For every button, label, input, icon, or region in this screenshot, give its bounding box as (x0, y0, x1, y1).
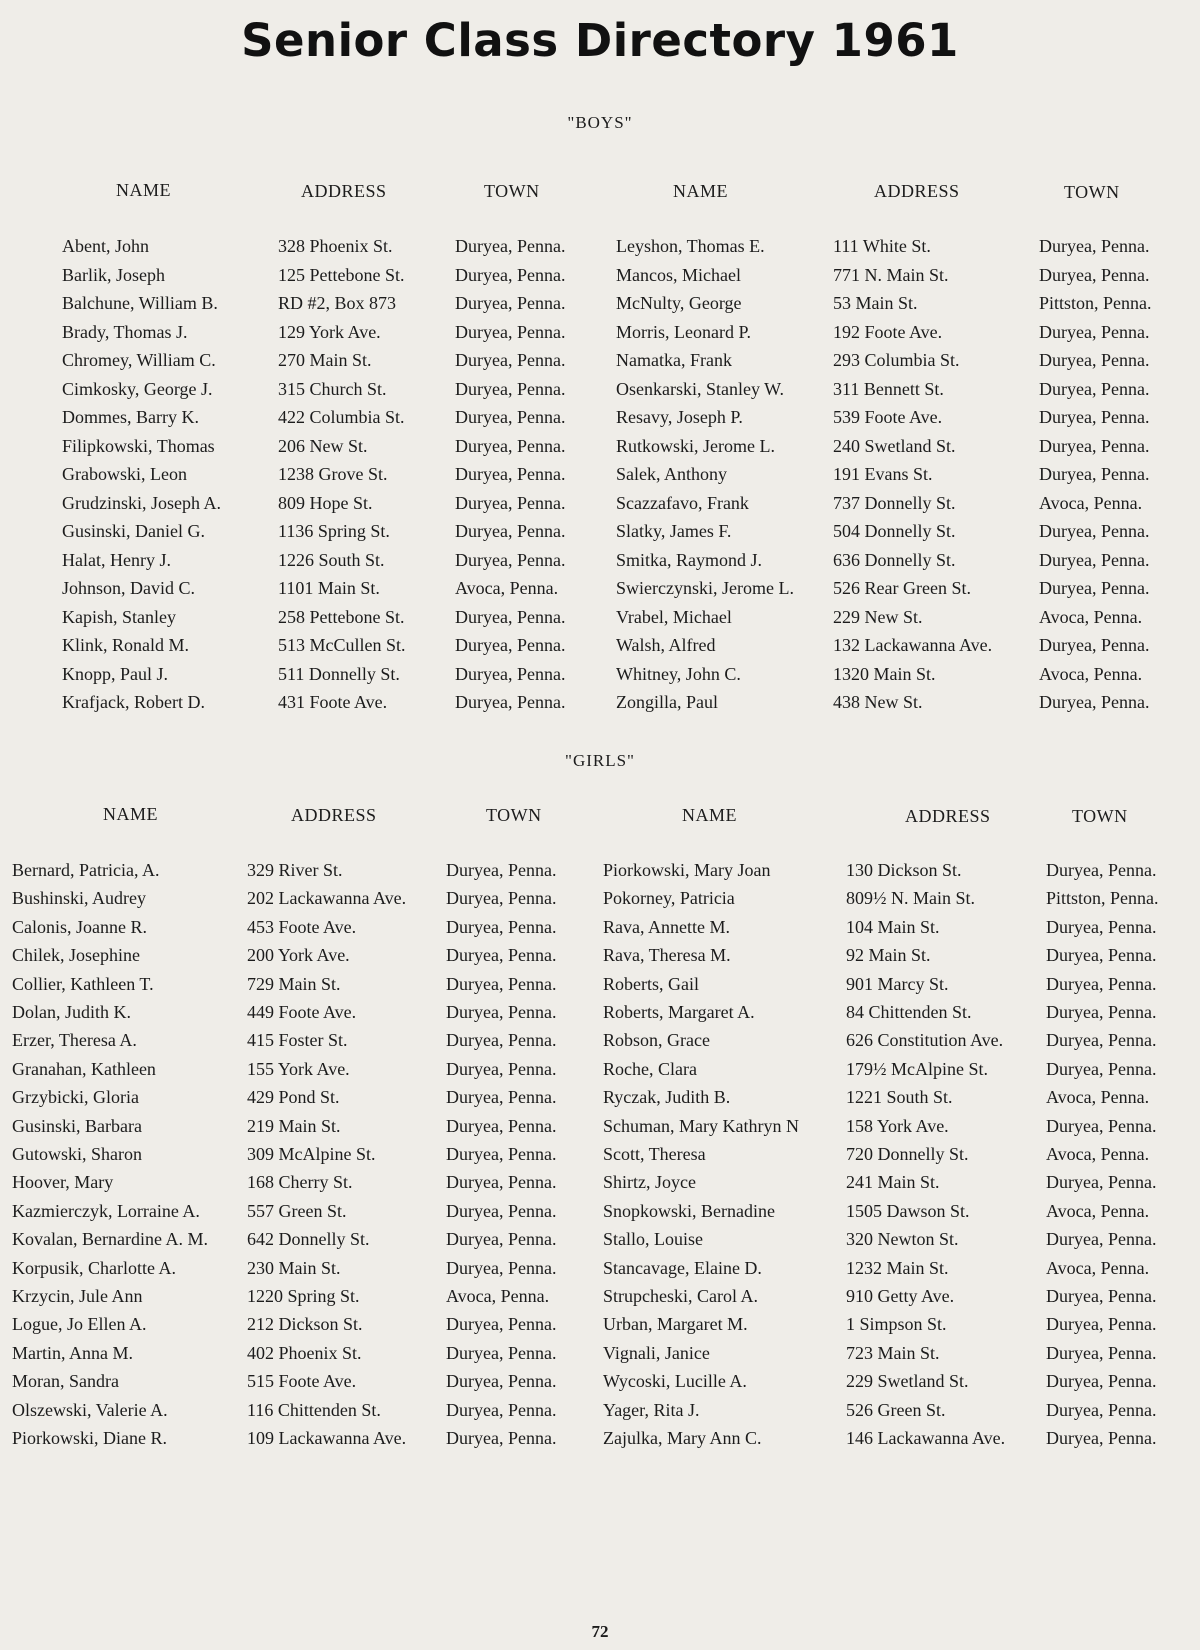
boys-cell-name-2: Rutkowski, Jerome L. (616, 435, 775, 456)
boys-cell-name-1: Johnson, David C. (62, 578, 196, 598)
girls-cell-name-1: Gutowski, Sharon (12, 1144, 142, 1164)
boys-cell-address-1: 1226 South St. (278, 549, 385, 570)
girls-cell-name-1: Gusinski, Barbara (12, 1115, 142, 1136)
boys-cell-address-2: 111 White St. (833, 236, 931, 256)
boys-table-row (0, 549, 1200, 577)
boys-header-name-1: NAME (116, 180, 171, 200)
girls-cell-address-1: 155 York Ave. (247, 1058, 350, 1079)
boys-cell-town-2: Pittston, Penna. (1039, 293, 1152, 313)
boys-cell-address-1: RD #2, Box 873 (278, 293, 397, 313)
boys-cell-address-2: 526 Rear Green St. (833, 578, 971, 598)
girls-cell-address-1: 212 Dickson St. (247, 1314, 363, 1335)
girls-cell-address-2: 526 Green St. (846, 1399, 946, 1420)
girls-cell-town-1: Duryea, Penna. (446, 1257, 557, 1278)
girls-cell-town-2: Duryea, Penna. (1046, 1428, 1157, 1448)
girls-cell-address-1: 116 Chittenden St. (247, 1399, 381, 1420)
girls-cell-address-2: 104 Main St. (846, 916, 940, 937)
boys-cell-name-1: Gusinski, Daniel G. (62, 521, 205, 541)
boys-cell-address-2: 191 Evans St. (833, 464, 933, 484)
boys-table-row (0, 577, 1200, 605)
girls-cell-address-2: 720 Donnelly St. (846, 1144, 969, 1164)
boys-cell-town-1: Duryea, Penna. (455, 293, 566, 313)
boys-cell-address-1: 422 Columbia St. (278, 407, 405, 427)
boys-cell-name-2: Mancos, Michael (616, 264, 741, 285)
boys-table-row (0, 349, 1200, 377)
boys-cell-town-2: Duryea, Penna. (1039, 236, 1150, 256)
girls-cell-town-2: Duryea, Penna. (1046, 1172, 1157, 1193)
girls-table-row (0, 1313, 1200, 1341)
boys-cell-name-1: Dommes, Barry K. (62, 407, 199, 427)
girls-cell-town-2: Duryea, Penna. (1046, 945, 1157, 966)
girls-cell-name-2: Roberts, Margaret A. (603, 1002, 755, 1022)
girls-cell-name-1: Martin, Anna M. (12, 1342, 133, 1363)
boys-cell-town-2: Duryea, Penna. (1039, 464, 1150, 484)
girls-cell-address-1: 202 Lackawanna Ave. (247, 888, 407, 909)
boys-cell-town-1: Duryea, Penna. (455, 236, 566, 256)
boys-cell-name-2: Slatky, James F. (616, 521, 732, 541)
girls-cell-address-1: 200 York Ave. (247, 945, 350, 966)
girls-cell-address-2: 1232 Main St. (846, 1257, 949, 1278)
girls-cell-name-1: Collier, Kathleen T. (12, 973, 154, 994)
girls-cell-address-2: 130 Dickson St. (846, 860, 962, 880)
boys-cell-town-2: Duryea, Penna. (1039, 435, 1150, 456)
boys-cell-name-1: Balchune, William B. (62, 293, 218, 313)
girls-cell-address-2: 626 Constitution Ave. (846, 1030, 1004, 1051)
boys-cell-address-1: 206 New St. (278, 435, 368, 456)
girls-cell-name-1: Grzybicki, Gloria (12, 1087, 139, 1108)
girls-cell-town-2: Duryea, Penna. (1046, 1399, 1157, 1420)
girls-table-row (0, 1200, 1200, 1228)
girls-cell-address-1: 168 Cherry St. (247, 1172, 353, 1193)
boys-cell-town-1: Duryea, Penna. (455, 549, 566, 570)
boys-cell-address-2: 293 Columbia St. (833, 350, 960, 370)
girls-table-row (0, 1228, 1200, 1256)
girls-cell-town-1: Duryea, Penna. (446, 973, 557, 994)
girls-cell-name-1: Hoover, Mary (12, 1172, 114, 1193)
girls-cell-town-2: Duryea, Penna. (1046, 1115, 1157, 1136)
boys-cell-town-2: Duryea, Penna. (1039, 635, 1150, 655)
boys-table-row (0, 634, 1200, 662)
girls-cell-town-2: Duryea, Penna. (1046, 916, 1157, 937)
girls-cell-address-1: 219 Main St. (247, 1115, 341, 1136)
boys-table-row (0, 378, 1200, 406)
boys-table-row (0, 492, 1200, 520)
girls-table-row (0, 1370, 1200, 1398)
boys-cell-name-2: Smitka, Raymond J. (616, 549, 763, 570)
girls-table-row (0, 1029, 1200, 1057)
girls-cell-name-2: Piorkowski, Mary Joan (603, 860, 771, 880)
boys-header-address-2: ADDRESS (874, 181, 960, 201)
girls-cell-address-2: 229 Swetland St. (846, 1371, 969, 1392)
girls-cell-town-1: Duryea, Penna. (446, 1172, 557, 1193)
girls-cell-address-2: 84 Chittenden St. (846, 1002, 972, 1022)
girls-cell-town-1: Duryea, Penna. (446, 1058, 557, 1079)
girls-cell-address-2: 1505 Dawson St. (846, 1200, 970, 1221)
girls-cell-name-1: Granahan, Kathleen (12, 1058, 156, 1079)
girls-table-row (0, 1257, 1200, 1285)
girls-cell-town-2: Avoca, Penna. (1046, 1144, 1150, 1164)
boys-cell-town-2: Duryea, Penna. (1039, 578, 1150, 598)
boys-cell-address-2: 636 Donnelly St. (833, 549, 956, 570)
girls-cell-town-1: Duryea, Penna. (446, 1030, 557, 1051)
girls-cell-address-1: 109 Lackawanna Ave. (247, 1428, 407, 1448)
boys-cell-address-1: 125 Pettebone St. (278, 264, 405, 285)
girls-cell-town-2: Avoca, Penna. (1046, 1257, 1150, 1278)
girls-header-town-2: TOWN (1072, 806, 1128, 826)
girls-cell-address-2: 901 Marcy St. (846, 973, 949, 994)
boys-cell-name-1: Barlik, Joseph (62, 264, 165, 285)
boys-cell-town-1: Duryea, Penna. (455, 264, 566, 285)
boys-cell-town-1: Avoca, Penna. (455, 578, 559, 598)
girls-cell-name-2: Scott, Theresa (603, 1144, 706, 1164)
girls-cell-address-1: 402 Phoenix St. (247, 1342, 362, 1363)
girls-cell-town-2: Duryea, Penna. (1046, 1314, 1157, 1335)
girls-cell-name-1: Kovalan, Bernardine A. M. (12, 1229, 208, 1250)
boys-header-name-2: NAME (673, 181, 728, 201)
boys-cell-address-1: 809 Hope St. (278, 492, 373, 513)
girls-cell-address-1: 453 Foote Ave. (247, 916, 357, 937)
boys-cell-town-2: Duryea, Penna. (1039, 321, 1150, 342)
girls-cell-name-2: Pokorney, Patricia (603, 888, 735, 909)
girls-cell-name-2: Snopkowski, Bernadine (603, 1200, 775, 1221)
girls-cell-town-1: Duryea, Penna. (446, 1399, 557, 1420)
girls-cell-town-1: Duryea, Penna. (446, 1200, 557, 1221)
girls-cell-address-2: 809½ N. Main St. (846, 888, 976, 909)
girls-cell-name-1: Chilek, Josephine (12, 945, 140, 966)
boys-cell-town-2: Avoca, Penna. (1039, 606, 1143, 627)
boys-cell-name-1: Halat, Henry J. (62, 549, 171, 570)
girls-header-town-1: TOWN (486, 805, 542, 825)
girls-cell-name-1: Bushinski, Audrey (12, 888, 147, 909)
girls-cell-town-2: Avoca, Penna. (1046, 1087, 1150, 1108)
girls-cell-name-1: Bernard, Patricia, A. (12, 860, 160, 880)
boys-table-row (0, 606, 1200, 634)
girls-cell-name-1: Krzycin, Jule Ann (12, 1286, 143, 1306)
girls-cell-name-2: Vignali, Janice (603, 1342, 710, 1363)
boys-cell-town-2: Duryea, Penna. (1039, 264, 1150, 285)
girls-cell-name-1: Calonis, Joanne R. (12, 916, 147, 937)
girls-table-row (0, 916, 1200, 944)
girls-cell-address-2: 910 Getty Ave. (846, 1286, 955, 1306)
boys-cell-name-2: Whitney, John C. (616, 663, 741, 684)
girls-cell-address-1: 329 River St. (247, 860, 343, 880)
boys-cell-name-1: Knopp, Paul J. (62, 663, 169, 684)
boys-cell-address-1: 1136 Spring St. (278, 521, 390, 541)
boys-cell-address-2: 771 N. Main St. (833, 264, 949, 285)
boys-table-row (0, 520, 1200, 548)
girls-cell-town-2: Duryea, Penna. (1046, 1229, 1157, 1250)
girls-cell-address-1: 230 Main St. (247, 1257, 341, 1278)
girls-cell-address-1: 515 Foote Ave. (247, 1371, 357, 1392)
boys-cell-town-1: Duryea, Penna. (455, 521, 566, 541)
boys-cell-town-1: Duryea, Penna. (455, 663, 566, 684)
girls-cell-address-2: 179½ McAlpine St. (846, 1058, 988, 1079)
girls-cell-address-2: 1221 South St. (846, 1087, 953, 1108)
boys-table-row (0, 235, 1200, 263)
boys-table-row (0, 691, 1200, 719)
girls-cell-town-2: Duryea, Penna. (1046, 1342, 1157, 1363)
girls-cell-town-1: Duryea, Penna. (446, 1144, 557, 1164)
boys-table-row (0, 435, 1200, 463)
boys-cell-name-2: McNulty, George (616, 293, 742, 313)
boys-table-row (0, 321, 1200, 349)
girls-cell-name-2: Urban, Margaret M. (603, 1314, 748, 1335)
girls-table-row (0, 1086, 1200, 1114)
boys-cell-address-1: 328 Phoenix St. (278, 236, 393, 256)
boys-table-row (0, 406, 1200, 434)
girls-cell-name-2: Shirtz, Joyce (603, 1172, 696, 1193)
boys-cell-address-2: 504 Donnelly St. (833, 521, 956, 541)
girls-cell-address-1: 729 Main St. (247, 973, 341, 994)
girls-cell-town-2: Duryea, Penna. (1046, 1030, 1157, 1051)
girls-cell-town-1: Duryea, Penna. (446, 1371, 557, 1392)
girls-header-name-2: NAME (682, 805, 737, 825)
boys-cell-address-2: 192 Foote Ave. (833, 321, 943, 342)
girls-cell-name-1: Kazmierczyk, Lorraine A. (12, 1200, 200, 1221)
boys-section-title: "BOYS" (567, 113, 633, 132)
girls-header-address-2: ADDRESS (905, 806, 991, 826)
boys-cell-address-1: 431 Foote Ave. (278, 692, 388, 712)
girls-cell-town-1: Duryea, Penna. (446, 945, 557, 966)
boys-cell-address-2: 737 Donnelly St. (833, 492, 956, 513)
boys-cell-name-1: Krafjack, Robert D. (62, 692, 205, 712)
girls-cell-name-1: Korpusik, Charlotte A. (12, 1257, 176, 1278)
girls-header-address-1: ADDRESS (291, 805, 377, 825)
girls-cell-town-2: Duryea, Penna. (1046, 1058, 1157, 1079)
boys-cell-address-1: 270 Main St. (278, 350, 372, 370)
girls-cell-address-1: 309 McAlpine St. (247, 1144, 376, 1164)
girls-table-row (0, 1171, 1200, 1199)
girls-cell-town-2: Duryea, Penna. (1046, 1286, 1157, 1306)
girls-cell-town-2: Duryea, Penna. (1046, 1371, 1157, 1392)
boys-table-row (0, 463, 1200, 491)
girls-section-title: "GIRLS" (565, 751, 635, 770)
boys-cell-town-1: Duryea, Penna. (455, 635, 566, 655)
girls-cell-address-2: 320 Newton St. (846, 1229, 959, 1250)
boys-cell-name-2: Resavy, Joseph P. (616, 407, 743, 427)
page-title: Senior Class Directory 1961 (241, 14, 959, 67)
boys-header-town-2: TOWN (1064, 182, 1120, 202)
girls-cell-name-2: Yager, Rita J. (603, 1399, 700, 1420)
boys-cell-name-2: Vrabel, Michael (616, 606, 732, 627)
boys-cell-name-2: Leyshon, Thomas E. (616, 236, 765, 256)
girls-cell-town-1: Duryea, Penna. (446, 916, 557, 937)
boys-cell-address-2: 132 Lackawanna Ave. (833, 635, 993, 655)
boys-cell-name-2: Morris, Leonard P. (616, 321, 751, 342)
girls-cell-name-1: Erzer, Theresa A. (12, 1030, 137, 1051)
girls-cell-town-2: Duryea, Penna. (1046, 973, 1157, 994)
boys-cell-address-2: 240 Swetland St. (833, 435, 956, 456)
boys-cell-town-2: Duryea, Penna. (1039, 692, 1150, 712)
girls-table-row (0, 1342, 1200, 1370)
boys-cell-town-1: Duryea, Penna. (455, 692, 566, 712)
girls-cell-name-2: Robson, Grace (603, 1030, 710, 1051)
girls-table-row (0, 1001, 1200, 1029)
boys-cell-address-1: 513 McCullen St. (278, 635, 406, 655)
boys-cell-name-2: Zongilla, Paul (616, 692, 718, 712)
girls-table-row (0, 973, 1200, 1001)
girls-cell-name-2: Strupcheski, Carol A. (603, 1286, 758, 1306)
boys-cell-name-2: Scazzafavo, Frank (616, 492, 749, 513)
girls-cell-name-2: Stancavage, Elaine D. (603, 1257, 762, 1278)
boys-cell-town-2: Avoca, Penna. (1039, 663, 1143, 684)
boys-cell-town-1: Duryea, Penna. (455, 492, 566, 513)
girls-table-row (0, 887, 1200, 915)
boys-cell-name-1: Cimkosky, George J. (62, 378, 213, 399)
boys-cell-name-1: Kapish, Stanley (62, 606, 176, 627)
girls-table-row (0, 944, 1200, 972)
girls-cell-name-2: Schuman, Mary Kathryn N (603, 1115, 799, 1136)
boys-cell-town-2: Avoca, Penna. (1039, 492, 1143, 513)
boys-cell-town-1: Duryea, Penna. (455, 407, 566, 427)
girls-cell-name-1: Logue, Jo Ellen A. (12, 1314, 147, 1335)
boys-cell-name-2: Salek, Anthony (616, 464, 727, 484)
girls-cell-name-2: Wycoski, Lucille A. (603, 1371, 747, 1392)
boys-cell-address-2: 311 Bennett St. (833, 378, 944, 399)
girls-cell-name-1: Moran, Sandra (12, 1371, 119, 1392)
boys-cell-town-1: Duryea, Penna. (455, 321, 566, 342)
boys-table-row (0, 663, 1200, 691)
girls-cell-address-1: 429 Pond St. (247, 1087, 340, 1108)
girls-cell-name-1: Piorkowski, Diane R. (12, 1428, 167, 1448)
boys-cell-town-1: Duryea, Penna. (455, 464, 566, 484)
girls-cell-address-1: 415 Foster St. (247, 1030, 348, 1051)
girls-cell-town-2: Avoca, Penna. (1046, 1200, 1150, 1221)
boys-cell-town-2: Duryea, Penna. (1039, 407, 1150, 427)
girls-cell-town-1: Duryea, Penna. (446, 1115, 557, 1136)
girls-cell-address-2: 723 Main St. (846, 1342, 940, 1363)
boys-header-address-1: ADDRESS (301, 181, 387, 201)
girls-cell-name-1: Dolan, Judith K. (12, 1002, 131, 1022)
boys-cell-name-2: Namatka, Frank (616, 350, 732, 370)
girls-cell-town-1: Duryea, Penna. (446, 1428, 557, 1448)
girls-cell-town-1: Duryea, Penna. (446, 888, 557, 909)
boys-cell-name-1: Brady, Thomas J. (62, 321, 188, 342)
boys-cell-town-2: Duryea, Penna. (1039, 521, 1150, 541)
girls-cell-name-2: Ryczak, Judith B. (603, 1087, 731, 1108)
boys-cell-town-1: Duryea, Penna. (455, 378, 566, 399)
girls-cell-name-2: Rava, Annette M. (603, 916, 730, 937)
girls-header-name-1: NAME (103, 804, 158, 824)
boys-cell-town-1: Duryea, Penna. (455, 350, 566, 370)
girls-cell-name-1: Olszewski, Valerie A. (12, 1399, 168, 1420)
girls-cell-town-1: Avoca, Penna. (446, 1286, 550, 1306)
boys-cell-address-2: 1320 Main St. (833, 663, 936, 684)
girls-table-row (0, 1285, 1200, 1313)
boys-cell-address-1: 1238 Grove St. (278, 464, 388, 484)
girls-cell-town-2: Pittston, Penna. (1046, 888, 1159, 909)
boys-cell-address-1: 258 Pettebone St. (278, 606, 405, 627)
boys-cell-address-2: 229 New St. (833, 606, 923, 627)
boys-cell-town-2: Duryea, Penna. (1039, 378, 1150, 399)
boys-cell-name-1: Grudzinski, Joseph A. (62, 492, 221, 513)
boys-cell-name-2: Osenkarski, Stanley W. (616, 378, 784, 399)
girls-cell-address-1: 557 Green St. (247, 1200, 347, 1221)
boys-cell-town-1: Duryea, Penna. (455, 606, 566, 627)
girls-cell-name-2: Roberts, Gail (603, 973, 699, 994)
girls-cell-address-2: 92 Main St. (846, 945, 931, 966)
girls-cell-address-1: 642 Donnelly St. (247, 1229, 370, 1250)
girls-cell-name-2: Rava, Theresa M. (603, 945, 731, 966)
girls-cell-town-1: Duryea, Penna. (446, 1342, 557, 1363)
boys-cell-name-1: Grabowski, Leon (62, 464, 187, 484)
girls-cell-address-1: 449 Foote Ave. (247, 1002, 357, 1022)
boys-cell-address-1: 1101 Main St. (278, 578, 380, 598)
girls-table-row (0, 1427, 1200, 1455)
page-number: 72 (591, 1622, 609, 1641)
boys-cell-address-2: 53 Main St. (833, 293, 918, 313)
girls-cell-town-1: Duryea, Penna. (446, 1314, 557, 1335)
girls-cell-town-1: Duryea, Penna. (446, 1002, 557, 1022)
girls-cell-name-2: Zajulka, Mary Ann C. (603, 1428, 762, 1448)
girls-table-row (0, 1399, 1200, 1427)
girls-cell-name-2: Roche, Clara (603, 1058, 697, 1079)
boys-cell-town-2: Duryea, Penna. (1039, 549, 1150, 570)
boys-cell-town-1: Duryea, Penna. (455, 435, 566, 456)
girls-table-row (0, 1058, 1200, 1086)
girls-cell-address-2: 1 Simpson St. (846, 1314, 947, 1335)
girls-cell-address-2: 146 Lackawanna Ave. (846, 1428, 1006, 1448)
girls-cell-town-1: Duryea, Penna. (446, 860, 557, 880)
boys-cell-name-1: Klink, Ronald M. (62, 635, 190, 655)
boys-cell-address-2: 539 Foote Ave. (833, 407, 943, 427)
boys-cell-address-2: 438 New St. (833, 692, 923, 712)
girls-cell-name-2: Stallo, Louise (603, 1229, 703, 1250)
boys-cell-name-2: Swierczynski, Jerome L. (616, 578, 794, 598)
girls-cell-address-1: 1220 Spring St. (247, 1286, 360, 1306)
girls-cell-town-2: Duryea, Penna. (1046, 860, 1157, 880)
girls-table-row (0, 1115, 1200, 1143)
girls-table-row (0, 1143, 1200, 1171)
boys-cell-address-1: 129 York Ave. (278, 321, 381, 342)
girls-cell-town-1: Duryea, Penna. (446, 1229, 557, 1250)
boys-cell-name-1: Chromey, William C. (62, 350, 216, 370)
boys-cell-name-1: Filipkowski, Thomas (62, 435, 215, 456)
girls-cell-town-2: Duryea, Penna. (1046, 1002, 1157, 1022)
boys-cell-address-1: 511 Donnelly St. (278, 663, 400, 684)
boys-cell-name-1: Abent, John (62, 236, 149, 256)
girls-cell-town-1: Duryea, Penna. (446, 1087, 557, 1108)
boys-cell-town-2: Duryea, Penna. (1039, 350, 1150, 370)
girls-cell-address-2: 158 York Ave. (846, 1115, 949, 1136)
girls-table-row (0, 859, 1200, 887)
boys-cell-name-2: Walsh, Alfred (616, 635, 716, 655)
girls-cell-address-2: 241 Main St. (846, 1172, 940, 1193)
boys-table-row (0, 264, 1200, 292)
boys-header-town-1: TOWN (484, 181, 540, 201)
boys-cell-address-1: 315 Church St. (278, 378, 387, 399)
boys-table-row (0, 292, 1200, 320)
